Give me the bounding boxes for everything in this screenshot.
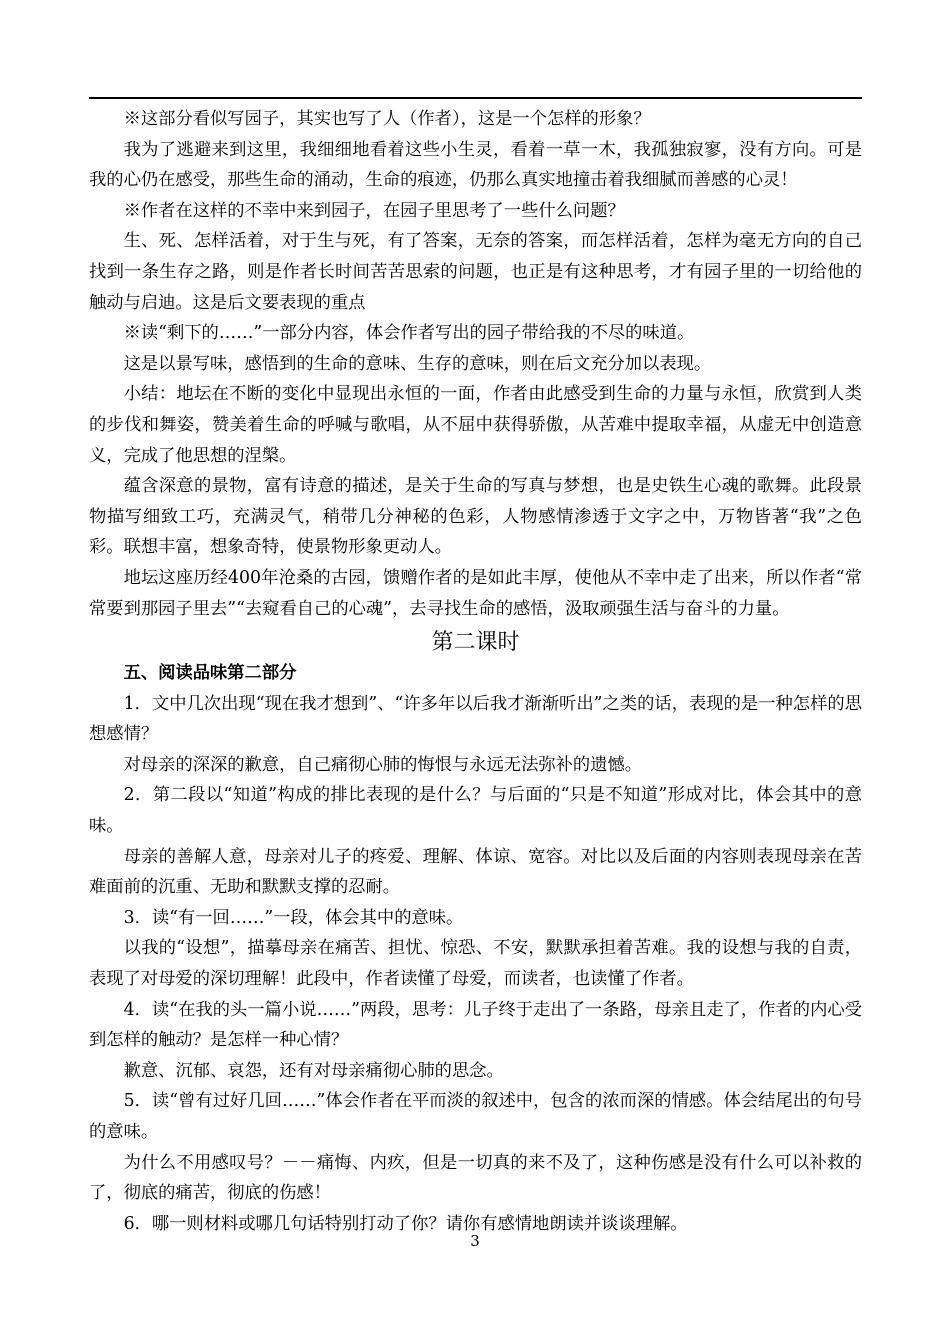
paragraph: 蕴含深意的景物，富有诗意的描述，是关于生命的写真与梦想，也是史铁生心魂的歌舞。此段景物描写细致工巧，充满灵气，稍带几分神秘的色彩，人物感情渗透于文字之中，万物皆著“我”之色彩。联想丰富，想象奇特，使景物形象更动人。 [89, 476, 862, 558]
paragraph: 生、死、怎样活着，对于生与死，有了答案，无奈的答案，而怎样活着，怎样为毫无方向的自己找到一条生存之路，则是作者长时间苦苦思索的问题，也正是有这种思考，才有园子里的一切给他的触动与启迪。这是后文要表现的重点 [89, 231, 862, 313]
answer-paragraph: 母亲的善解人意，母亲对儿子的疼爱、理解、体谅、宽容。对比以及后面的内容则表现母亲在苦难面前的沉重、无助和默默支撑的忍耐。 [89, 846, 862, 898]
document-body [89, 104, 862, 1239]
paragraph: 小结：地坛在不断的变化中显现出永恒的一面，作者由此感受到生命的力量与永恒，欣赏到人类的步伐和舞姿，赞美着生命的呼喊与歌唱，从不屈中获得骄傲，从苦难中提取幸福，从虚无中创造意义，完成了他思想的涅槃。 [89, 384, 862, 466]
paragraph: ※这部分看似写园子，其实也写了人（作者），这是一个怎样的形象？ [123, 109, 651, 129]
paragraph: ※读“剩下的……”一部分内容，体会作者写出的园子带给我的不尽的味道。 [123, 323, 695, 344]
question-paragraph: 4．读“在我的头一篇小说……”两段，思考：儿子终于走出了一条路，母亲且走了，作者的内心受到怎样的触动？是怎样一种心情？ [89, 999, 862, 1051]
answer-paragraph: 歉意、沉郁、哀怨，还有对母亲痛彻心肺的思念。 [123, 1060, 504, 1081]
page-number: 3 [470, 1232, 480, 1250]
lesson-title: 第二课时 [431, 630, 520, 656]
paragraph: 地坛这座历经400年沧桑的古园，馈赠作者的是如此丰厚，使他从不幸中走了出来，所以作者“常常要到那园子里去”“去窥看自己的心魂”，去寻找生命的感悟，汲取顽强生活与奋斗的力量。 [89, 567, 862, 619]
paragraph: 我为了逃避来到这里，我细细地看着这些小生灵，看着一草一木，我孤独寂寥，没有方向。可是我的心仍在感受，那些生命的涌动，生命的痕迹，仍那么真实地撞击着我细腻而善感的心灵！ [89, 139, 862, 191]
answer-paragraph: 对母亲的深深的歉意，自己痛彻心肺的悔恨与永远无法弥补的遗憾。 [123, 754, 643, 775]
answer-paragraph: 以我的“设想”，描摹母亲在痛苦、担忧、惊恐、不安，默默承担着苦难。我的设想与我的自责，表现了对母爱的深切理解！此段中，作者读懂了母爱，而读者，也读懂了作者。 [89, 938, 862, 990]
header-rule [89, 97, 862, 99]
answer-paragraph: 为什么不用感叹号？－－痛悔、内疚，但是一切真的来不及了，这种伤感是没有什么可以补救的了，彻底的痛苦，彻底的伤感！ [89, 1152, 862, 1204]
question-paragraph: 3．读“有一回……”一段，体会其中的意味。 [123, 907, 464, 928]
question-paragraph: 6．哪一则材料或哪几句话特别打动了你？请你有感情地朗读并谈谈理解。 [123, 1213, 688, 1234]
question-paragraph: 1．文中几次出现“现在我才想到”、“许多年以后我才渐渐听出”之类的话，表现的是一种怎样的思想感情？ [89, 693, 862, 745]
section-heading: 五、阅读品味第二部分 [123, 663, 297, 684]
question-paragraph: 5．读“曾有过好几回……”体会作者在平而淡的叙述中，包含的浓而深的情感。体会结尾出的句号的意味。 [89, 1091, 862, 1142]
question-paragraph: 2．第二段以“知道”构成的排比表现的是什么？与后面的“只是不知道”形成对比，体会其中的意味。 [89, 785, 862, 837]
paragraph: 这是以景写味，感悟到的生命的意味、生存的意味，则在后文充分加以表现。 [123, 353, 712, 374]
paragraph: ※作者在这样的不幸中来到园子，在园子里思考了一些什么问题？ [123, 200, 625, 221]
